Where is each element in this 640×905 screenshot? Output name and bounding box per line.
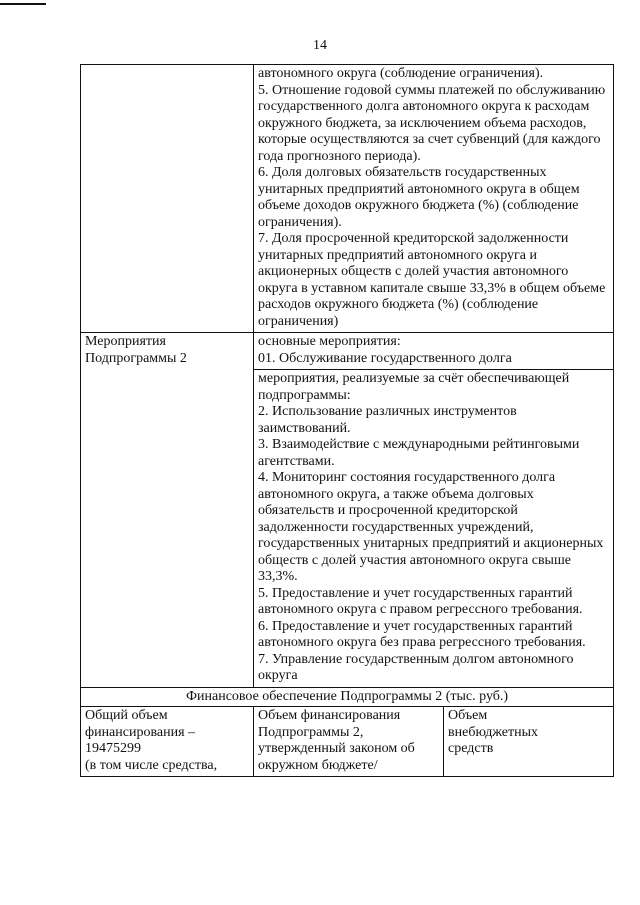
table-row	[81, 707, 614, 777]
table-row	[81, 333, 614, 370]
indicators-text: автономного округа (соблюдение ограничения). 5. Отношение годовой суммы платежей по обслуживанию государственного долга автономного округа к расходам окружного бюджета, за исключением объема расходов, которые осуществляются за счет субвенций (для каждого года прогнозного периода). 6. Доля долговых обязательств государственных унитарных предприятий автономного округа в общем объеме доходов окружного бюджета (%) (соблюдение ограничения). 7. Доля просроченной кредиторской задолженности унитарных предприятий автономного округа и акционерных обществ с долей участия автономного округа в уставном капитале свыше 33,3% в общем объеме расходов окружного бюджета (%) (соблюдение ограничения)	[254, 65, 614, 333]
total-financing-cell: Общий объем финансирования – 19475299 (в том числе средства,	[81, 707, 254, 777]
extrabudgetary-cell: Объем внебюджетных средств	[444, 707, 614, 777]
passport-table	[80, 64, 614, 777]
measures-label: Мероприятия Подпрограммы 2	[81, 333, 254, 688]
support-measures-text: мероприятия, реализуемые за счёт обеспечивающей подпрограммы: 2. Использование различных инструментов заимствований. 3. Взаимодействие с международными рейтинговыми агентствами. 4. Мониторинг состояния государственного долга автономного округа, а также объема долговых обязательств и просроченной кредиторской задолженности государственных учреждений, государственных унитарных предприятий и акционерных обществ с долей участия автономного округа свыше 33,3%. 5. Предоставление и учет государственных гарантий автономного округа с правом регрессного требования. 6. Предоставление и учет государственных гарантий автономного округа без права регрессного требования. 7. Управление государственным долгом автономного округа	[254, 370, 614, 688]
table-row	[81, 65, 614, 333]
row-label	[81, 65, 254, 333]
table-row	[81, 687, 614, 707]
corner-line	[0, 3, 46, 5]
main-measures-text: основные мероприятия: 01. Обслуживание государственного долга	[254, 333, 614, 370]
approved-financing-cell: Объем финансирования Подпрограммы 2, утвержденный законом об окружном бюджете/	[254, 707, 444, 777]
page-number: 14	[313, 38, 327, 53]
finance-header: Финансовое обеспечение Подпрограммы 2 (тыс. руб.)	[81, 687, 614, 707]
